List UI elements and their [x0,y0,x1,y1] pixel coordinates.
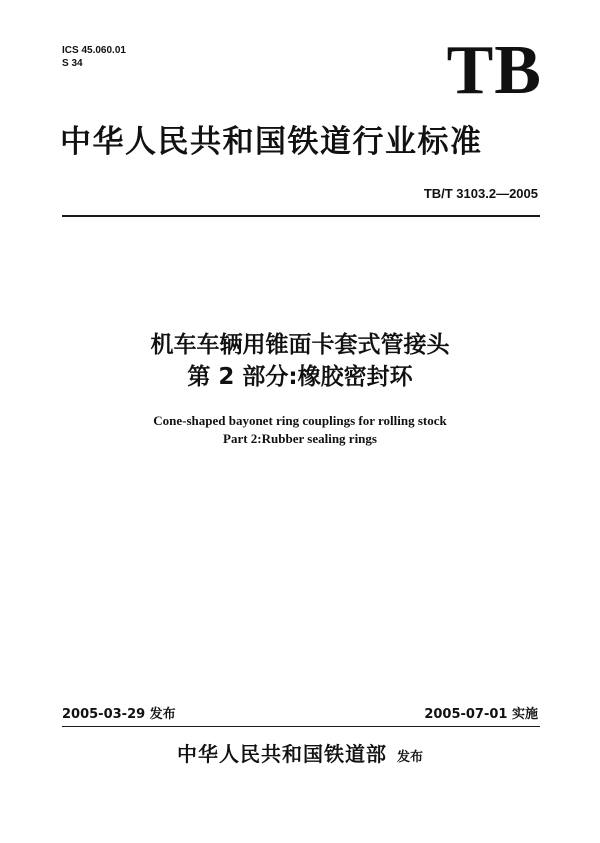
issuing-organization: 中华人民共和国铁道部 [176,742,387,766]
standard-category-title: 中华人民共和国铁道行业标准 [60,124,483,160]
tb-logo: TB [446,32,542,109]
english-title-line-2: Part 2:Rubber sealing rings [223,431,377,446]
issuer-line [0,738,600,767]
classification-codes [62,44,126,70]
footer-divider [62,726,540,727]
effective-date: 2005-07-01 实施 [424,707,538,722]
standard-number: TB/T 3103.2—2005 [423,186,538,201]
issue-action: 发布 [396,750,423,765]
issue-date: 2005-03-29 发布 [62,707,176,722]
english-title-line-1: Cone-shaped bayonet ring couplings for rolling stock [153,413,447,428]
ccs-code: S 34 [62,58,83,69]
chinese-title-line-1: 机车车辆用锥面卡套式管接头 [150,332,450,358]
header-divider [62,215,540,217]
chinese-title-line-2: 第 2 部分:橡胶密封环 [187,364,413,390]
ics-code: ICS 45.060.01 [62,45,126,56]
